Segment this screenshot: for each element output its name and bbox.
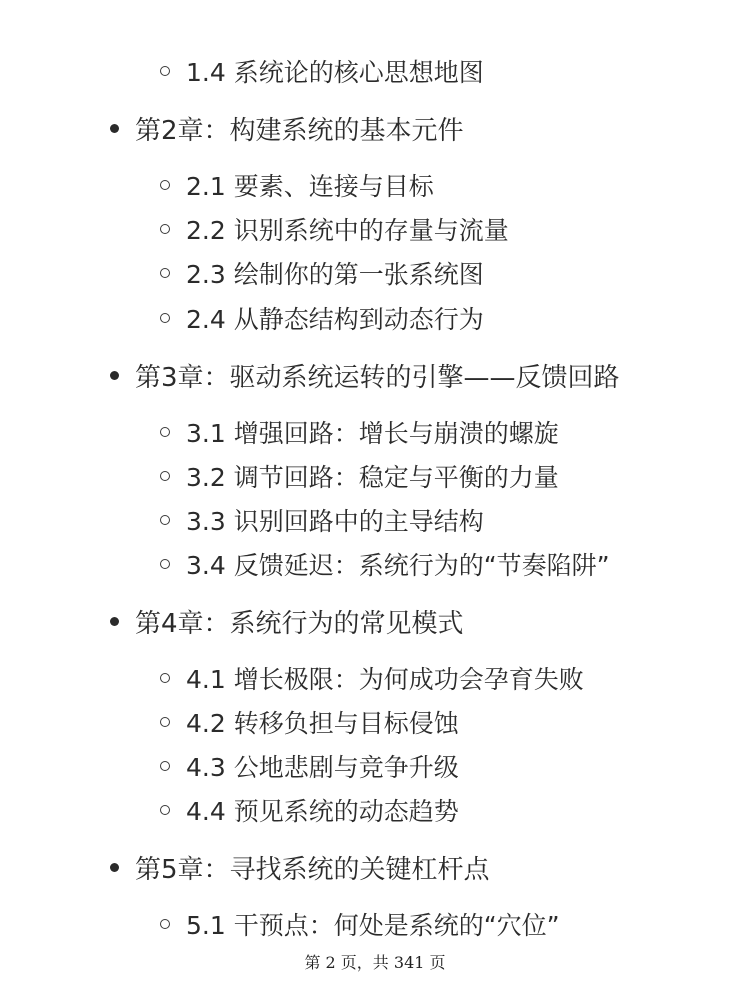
toc-item-text: 4.1 增长极限：为何成功会孕育失败	[186, 665, 584, 694]
toc-item-text: 5.1 干预点：何处是系统的“穴位”	[186, 911, 560, 940]
toc-section-5-1	[160, 904, 560, 944]
hollow-bullet-icon	[160, 805, 170, 815]
toc-chapter-5	[110, 847, 490, 887]
toc-section-3-4	[160, 544, 610, 584]
toc-item-text: 3.2 调节回路：稳定与平衡的力量	[186, 463, 559, 492]
page-number-footer: 第 2 页，共 341 页	[304, 953, 446, 972]
filled-bullet-icon	[110, 863, 119, 872]
toc-item-text: 4.3 公地悲剧与竞争升级	[186, 753, 459, 782]
filled-bullet-icon	[110, 124, 119, 133]
hollow-bullet-icon	[160, 761, 170, 771]
hollow-bullet-icon	[160, 224, 170, 234]
toc-section-2-1	[160, 165, 434, 205]
toc-section-1-4	[160, 51, 484, 91]
hollow-bullet-icon	[160, 919, 170, 929]
hollow-bullet-icon	[160, 66, 170, 76]
filled-bullet-icon	[110, 371, 119, 380]
toc-item-text: 第5章：寻找系统的关键杠杆点	[135, 854, 490, 885]
toc-section-2-3	[160, 253, 484, 293]
toc-section-4-2	[160, 702, 459, 742]
toc-section-3-3	[160, 500, 484, 540]
toc-item-text: 2.1 要素、连接与目标	[186, 172, 434, 201]
toc-section-2-2	[160, 209, 509, 249]
hollow-bullet-icon	[160, 313, 170, 323]
toc-section-4-4	[160, 790, 459, 830]
toc-item-text: 第2章：构建系统的基本元件	[135, 115, 464, 146]
hollow-bullet-icon	[160, 427, 170, 437]
filled-bullet-icon	[110, 617, 119, 626]
toc-section-3-2	[160, 456, 559, 496]
toc-item-text: 3.3 识别回路中的主导结构	[186, 507, 484, 536]
hollow-bullet-icon	[160, 471, 170, 481]
toc-item-text: 第4章：系统行为的常见模式	[135, 608, 464, 639]
toc-section-4-1	[160, 658, 584, 698]
toc-item-text: 2.4 从静态结构到动态行为	[186, 305, 484, 334]
hollow-bullet-icon	[160, 180, 170, 190]
toc-item-text: 第3章：驱动系统运转的引擎——反馈回路	[135, 362, 620, 393]
hollow-bullet-icon	[160, 559, 170, 569]
toc-chapter-3	[110, 355, 620, 395]
toc-item-text: 4.4 预见系统的动态趋势	[186, 797, 459, 826]
toc-section-2-4	[160, 298, 484, 338]
hollow-bullet-icon	[160, 268, 170, 278]
hollow-bullet-icon	[160, 717, 170, 727]
toc-item-text: 3.1 增强回路：增长与崩溃的螺旋	[186, 419, 559, 448]
toc-chapter-2	[110, 108, 464, 148]
toc-item-text: 1.4 系统论的核心思想地图	[186, 58, 484, 87]
hollow-bullet-icon	[160, 515, 170, 525]
toc-item-text: 2.3 绘制你的第一张系统图	[186, 260, 484, 289]
toc-section-4-3	[160, 746, 459, 786]
toc-item-text: 4.2 转移负担与目标侵蚀	[186, 709, 459, 738]
toc-item-text: 2.2 识别系统中的存量与流量	[186, 216, 509, 245]
hollow-bullet-icon	[160, 673, 170, 683]
toc-item-text: 3.4 反馈延迟：系统行为的“节奏陷阱”	[186, 551, 610, 580]
toc-chapter-4	[110, 601, 464, 641]
toc-section-3-1	[160, 412, 559, 452]
